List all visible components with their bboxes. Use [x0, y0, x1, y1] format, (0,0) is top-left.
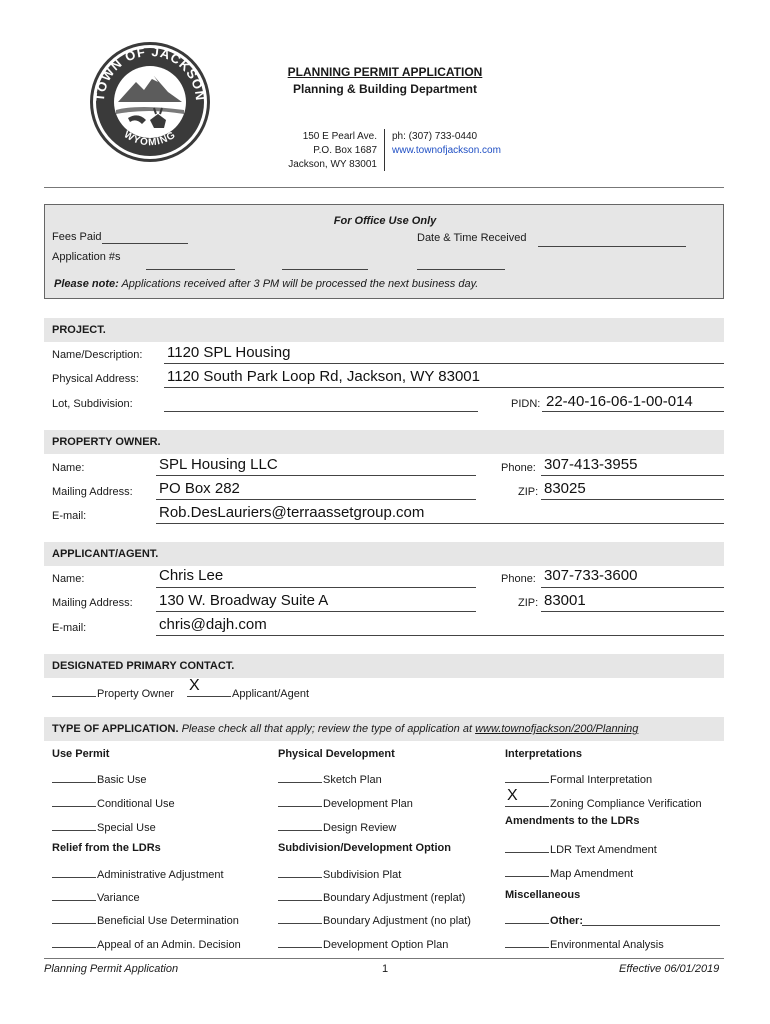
formal-interpretation-option[interactable]	[505, 771, 652, 786]
owner-zip-line	[541, 499, 724, 500]
special-use-checkline[interactable]	[52, 819, 96, 831]
boundary-noplat-label: Boundary Adjustment (no plat)	[323, 915, 471, 927]
development-option-plan-checkline[interactable]	[278, 936, 322, 948]
type-heading: TYPE OF APPLICATION.	[52, 723, 179, 735]
owner-mailing-field[interactable]: PO Box 282	[159, 480, 240, 497]
other-description-field[interactable]	[582, 925, 720, 926]
zoning-compliance-label: Zoning Compliance Verification	[550, 798, 702, 810]
special-use-option[interactable]	[52, 819, 156, 834]
owner-phone-line	[541, 475, 724, 476]
design-review-checkline[interactable]	[278, 819, 322, 831]
owner-zip-label: ZIP:	[518, 486, 539, 498]
office-heading: For Office Use Only	[333, 215, 437, 227]
owner-email-field[interactable]: Rob.DesLauriers@terraassetgroup.com	[159, 504, 425, 521]
page-number: 1	[382, 963, 389, 975]
owner-email-line	[156, 523, 724, 524]
beneficial-use-checkline[interactable]	[52, 912, 96, 924]
applicant-phone-line	[541, 587, 724, 588]
beneficial-use-option[interactable]	[52, 912, 239, 927]
subdivision-plat-option[interactable]	[278, 866, 401, 881]
footer-effective-date: Effective 06/01/2019	[619, 963, 720, 975]
design-review-option[interactable]	[278, 819, 396, 834]
department-name: Planning & Building Department	[292, 82, 477, 96]
contact-agent-label: Applicant/Agent	[232, 688, 310, 700]
admin-adjustment-option[interactable]	[52, 866, 224, 881]
contact-owner-label: Property Owner	[97, 688, 175, 700]
boundary-noplat-option[interactable]	[278, 912, 471, 927]
boundary-replat-checkline[interactable]	[278, 889, 322, 901]
logo-lettering	[88, 40, 212, 164]
header-rule	[44, 187, 724, 188]
applicant-email-field[interactable]: chris@dajh.com	[159, 616, 267, 633]
note-text: Applications received after 3 PM will be processed the next business day.	[121, 278, 479, 290]
physical-address-field[interactable]: 1120 South Park Loop Rd, Jackson, WY 83001	[167, 368, 480, 385]
ldr-text-amendment-checkline[interactable]	[505, 841, 549, 853]
footer-rule	[44, 958, 724, 959]
conditional-use-label: Conditional Use	[97, 798, 175, 810]
development-plan-option[interactable]	[278, 795, 413, 810]
use-permit-heading: Use Permit	[52, 748, 110, 760]
sketch-plan-checkline[interactable]	[278, 771, 322, 783]
applicant-mailing-line	[156, 611, 476, 612]
conditional-use-checkline[interactable]	[52, 795, 96, 807]
footer-form-name: Planning Permit Application	[44, 963, 179, 975]
applicant-zip-line	[541, 611, 724, 612]
owner-zip-field[interactable]: 83025	[544, 480, 586, 497]
contact-owner-option[interactable]	[52, 685, 174, 700]
applicant-header	[44, 542, 724, 566]
owner-phone-field[interactable]: 307-413-3955	[544, 456, 638, 473]
project-header	[44, 318, 724, 342]
appeal-option[interactable]	[52, 936, 241, 951]
basic-use-checkline[interactable]	[52, 771, 96, 783]
address-line-3: Jackson, WY 83001	[288, 159, 377, 170]
applicant-name-line	[156, 587, 476, 588]
pidn-label: PIDN:	[511, 398, 541, 410]
conditional-use-option[interactable]	[52, 795, 175, 810]
applicant-phone-label: Phone:	[501, 573, 536, 585]
interpretations-heading: Interpretations	[505, 748, 583, 760]
owner-name-label: Name:	[52, 462, 85, 474]
application-number-label: Application #s	[52, 251, 121, 263]
other-label: Other:	[550, 915, 583, 927]
map-amendment-checkline[interactable]	[505, 865, 549, 877]
variance-checkline[interactable]	[52, 889, 96, 901]
applicant-email-line	[156, 635, 724, 636]
physical-development-heading: Physical Development	[278, 748, 395, 760]
ldr-text-amendment-label: LDR Text Amendment	[550, 844, 657, 856]
contact-heading: DESIGNATED PRIMARY CONTACT.	[52, 660, 235, 672]
type-header	[44, 717, 724, 741]
contact-agent-option[interactable]	[187, 685, 309, 700]
physical-address-line	[164, 387, 724, 388]
owner-heading: PROPERTY OWNER.	[52, 436, 161, 448]
town-seal-logo	[88, 40, 212, 164]
development-option-plan-option[interactable]	[278, 936, 448, 951]
application-number-field-1[interactable]	[146, 269, 235, 270]
date-time-field[interactable]	[538, 246, 686, 247]
appeal-label: Appeal of an Admin. Decision	[97, 939, 241, 951]
sketch-plan-label: Sketch Plan	[323, 774, 382, 786]
date-time-label: Date & Time Received	[417, 232, 527, 244]
applicant-heading: APPLICANT/AGENT.	[52, 548, 159, 560]
subdivision-plat-label: Subdivision Plat	[323, 869, 402, 881]
applicant-phone-field[interactable]: 307-733-3600	[544, 567, 638, 584]
header-divider	[384, 129, 385, 171]
owner-name-field[interactable]: SPL Housing LLC	[159, 456, 278, 473]
form-title: PLANNING PERMIT APPLICATION	[287, 65, 483, 79]
svg-text:WYOMING: WYOMING	[121, 129, 179, 149]
formal-interpretation-checkline[interactable]	[505, 771, 549, 783]
project-name-label: Name/Description:	[52, 349, 143, 361]
lot-subdivision-line	[164, 411, 478, 412]
note-label: Please note:	[54, 278, 119, 290]
sketch-plan-option[interactable]	[278, 771, 382, 786]
fees-paid-field[interactable]	[102, 243, 188, 244]
zoning-compliance-mark: X	[507, 787, 518, 804]
contact-owner-checkline[interactable]	[52, 685, 96, 697]
owner-header	[44, 430, 724, 454]
basic-use-label: Basic Use	[97, 774, 147, 786]
application-number-field-3[interactable]	[417, 269, 505, 270]
applicant-zip-field[interactable]: 83001	[544, 592, 586, 609]
physical-address-label: Physical Address:	[52, 373, 139, 385]
boundary-noplat-checkline[interactable]	[278, 912, 322, 924]
project-heading: PROJECT.	[52, 324, 106, 336]
development-option-plan-label: Development Option Plan	[323, 939, 449, 951]
relief-heading: Relief from the LDRs	[52, 842, 161, 854]
contact-header	[44, 654, 724, 678]
environmental-analysis-option[interactable]	[505, 936, 664, 951]
variance-option[interactable]	[52, 889, 140, 904]
development-plan-checkline[interactable]	[278, 795, 322, 807]
applicant-name-field[interactable]: Chris Lee	[159, 567, 224, 584]
project-name-field[interactable]: 1120 SPL Housing	[167, 344, 291, 361]
phone-number: ph: (307) 733-0440	[392, 131, 478, 142]
office-note	[54, 278, 478, 290]
beneficial-use-label: Beneficial Use Determination	[97, 915, 239, 927]
type-url-link[interactable]: www.townofjackson/200/Planning	[475, 723, 639, 735]
boundary-replat-option[interactable]	[278, 889, 465, 904]
pidn-line	[542, 411, 724, 412]
applicant-name-label: Name:	[52, 573, 85, 585]
owner-phone-label: Phone:	[501, 462, 536, 474]
type-heading-line	[52, 723, 638, 735]
svg-text:TOWN OF JACKSON: TOWN OF JACKSON	[91, 43, 209, 102]
formal-interpretation-label: Formal Interpretation	[550, 774, 653, 786]
admin-adjustment-label: Administrative Adjustment	[97, 869, 224, 881]
appeal-checkline[interactable]	[52, 936, 96, 948]
ldr-text-amendment-option[interactable]	[505, 841, 657, 856]
special-use-label: Special Use	[97, 822, 156, 834]
owner-mailing-line	[156, 499, 476, 500]
basic-use-option[interactable]	[52, 771, 147, 786]
design-review-label: Design Review	[323, 822, 397, 834]
miscellaneous-heading: Miscellaneous	[505, 889, 581, 901]
owner-mailing-label: Mailing Address:	[52, 486, 133, 498]
boundary-replat-label: Boundary Adjustment (replat)	[323, 892, 466, 904]
application-number-field-2[interactable]	[282, 269, 368, 270]
applicant-mailing-label: Mailing Address:	[52, 597, 133, 609]
contact-agent-mark: X	[189, 677, 200, 694]
owner-email-label: E-mail:	[52, 510, 87, 522]
subdivision-plat-checkline[interactable]	[278, 866, 322, 878]
map-amendment-option[interactable]	[505, 865, 633, 880]
admin-adjustment-checkline[interactable]	[52, 866, 96, 878]
other-checkline[interactable]	[505, 912, 549, 924]
applicant-zip-label: ZIP:	[518, 597, 539, 609]
applicant-mailing-field[interactable]: 130 W. Broadway Suite A	[159, 592, 329, 609]
variance-label: Variance	[97, 892, 140, 904]
map-amendment-label: Map Amendment	[550, 868, 634, 880]
type-instruction: Please check all that apply; review the type of application at	[181, 723, 473, 735]
website-link[interactable]: www.townofjackson.com	[392, 145, 501, 156]
fees-paid-label: Fees Paid	[52, 231, 102, 243]
zoning-compliance-option[interactable]	[505, 795, 702, 810]
applicant-email-label: E-mail:	[52, 622, 87, 634]
environmental-analysis-label: Environmental Analysis	[550, 939, 664, 951]
environmental-analysis-checkline[interactable]	[505, 936, 549, 948]
address-line-2: P.O. Box 1687	[313, 145, 377, 156]
amendments-heading: Amendments to the LDRs	[505, 815, 640, 827]
pidn-field[interactable]: 22-40-16-06-1-00-014	[546, 393, 693, 410]
subdivision-heading: Subdivision/Development Option	[278, 842, 451, 854]
other-option[interactable]	[505, 912, 583, 927]
address-line-1: 150 E Pearl Ave.	[302, 131, 377, 142]
development-plan-label: Development Plan	[323, 798, 413, 810]
owner-name-line	[156, 475, 476, 476]
lot-subdivision-label: Lot, Subdivision:	[52, 398, 133, 410]
project-name-line	[164, 363, 724, 364]
